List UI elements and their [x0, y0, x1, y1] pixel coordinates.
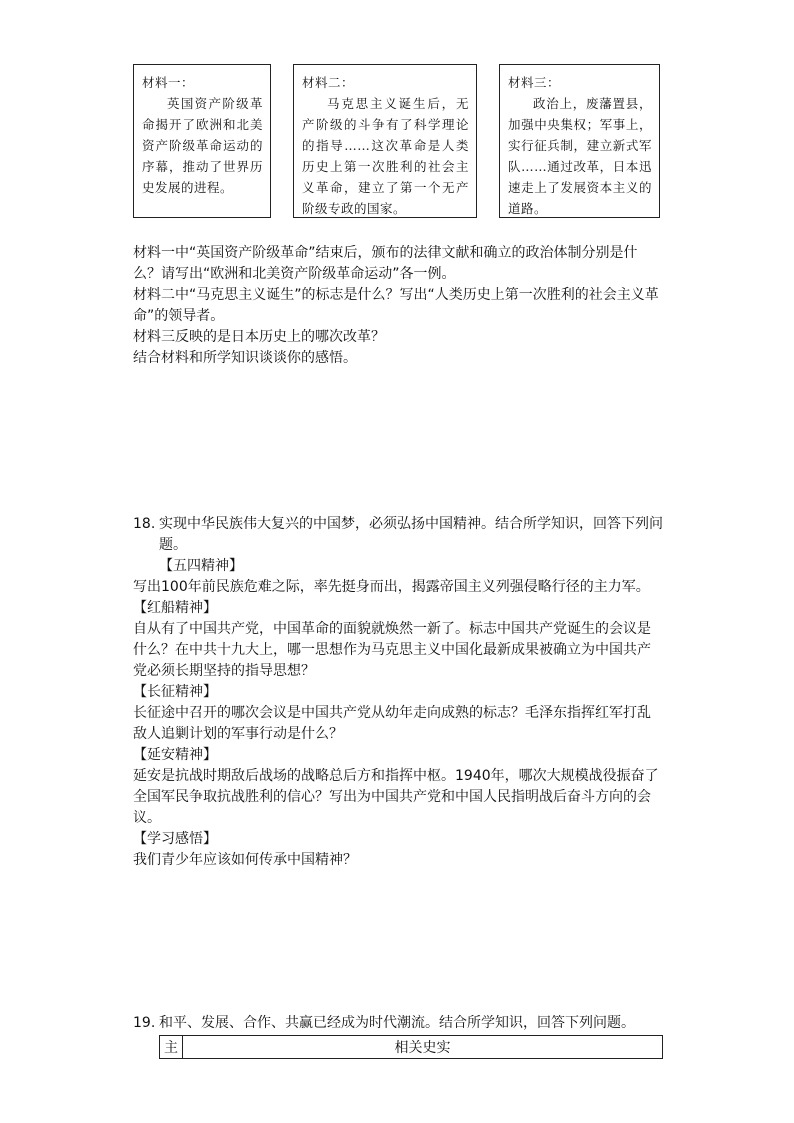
q17-questions — [133, 243, 663, 369]
section-text: 延安是抗战时期敌后战场的战略总后方和指挥中枢。1940年，哪次大规模战役振奋了全国军民争取抗战胜利的信心？写出为中国共产党和中国人民指明战后奋斗方向的会议。 — [133, 768, 659, 826]
material-title: 材料一： — [142, 75, 195, 90]
section-heading: 【延安精神】 — [133, 747, 217, 763]
q18-body — [133, 556, 663, 871]
section-heading: 【红船精神】 — [133, 600, 217, 616]
q17-sub-3: 材料三反映的是日本历史上的哪次改革？ — [133, 329, 385, 345]
material-title: 材料二： — [302, 75, 355, 90]
material-text: 政治上，废藩置县，加强中央集权；军事上，实行征兵制，建立新式军队……通过改革，日本迅速走上了发展资本主义的道路。 — [508, 96, 652, 216]
section-heading: 【学习感悟】 — [133, 831, 217, 847]
q19-number: 19. — [133, 1015, 156, 1031]
table-row — [160, 1036, 663, 1059]
q17-sub-2: 材料二中“马克思主义诞生”的标志是什么？写出“人类历史上第一次胜利的社会主义革命”的领导者。 — [133, 287, 659, 324]
material-text: 马克思主义诞生后，无产阶级的斗争有了科学理论的指导……这次革命是人类历史上第一次胜利的社会主义革命，建立了第一个无产阶级专政的国家。 — [302, 96, 469, 216]
table-header-facts: 相关史实 — [183, 1036, 663, 1059]
q18-intro-text: 实现中华民族伟大复兴的中国梦，必须弘扬中国精神。结合所学知识，回答下列问题。 — [159, 516, 663, 553]
section-text: 写出100年前民族危难之际，率先挺身而出，揭露帝国主义列强侵略行径的主力军。 — [133, 579, 650, 595]
section-heading: 【五四精神】 — [159, 558, 243, 574]
q19-table — [159, 1035, 663, 1059]
material-title: 材料三： — [508, 75, 561, 90]
q17-sub-4: 结合材料和所学知识谈谈你的感悟。 — [133, 350, 357, 366]
q18-number: 18. — [133, 516, 156, 532]
section-text: 长征途中召开的哪次会议是中国共产党从幼年走向成熟的标志？毛泽东指挥红军打乱敌人追剿计划的军事行动是什么？ — [133, 705, 651, 742]
q19-intro-text: 和平、发展、合作、共赢已经成为时代潮流。结合所学知识，回答下列问题。 — [159, 1015, 635, 1031]
q18-intro — [159, 514, 663, 556]
material-text: 英国资产阶级革命揭开了欧洲和北美资产阶级革命运动的序幕，推动了世界历史发展的进程。 — [142, 96, 263, 195]
q17-sub-1: 材料一中“英国资产阶级革命”结束后，颁布的法律文献和确立的政治体制分别是什么？请写出“欧洲和北美资产阶级革命运动”各一例。 — [133, 245, 638, 282]
material-box-3 — [499, 64, 660, 218]
table-header-topic: 主 — [160, 1036, 183, 1059]
section-heading: 【长征精神】 — [133, 684, 217, 700]
q19-intro — [159, 1013, 663, 1034]
material-box-2 — [293, 64, 477, 218]
material-box-1 — [133, 64, 271, 218]
section-text: 我们青少年应该如何传承中国精神？ — [133, 852, 357, 868]
section-text: 自从有了中国共产党，中国革命的面貌就焕然一新了。标志中国共产党诞生的会议是什么？在中共十九大上，哪一思想作为马克思主义中国化最新成果被确立为中国共产党必须长期坚持的指导思想？ — [133, 621, 651, 679]
